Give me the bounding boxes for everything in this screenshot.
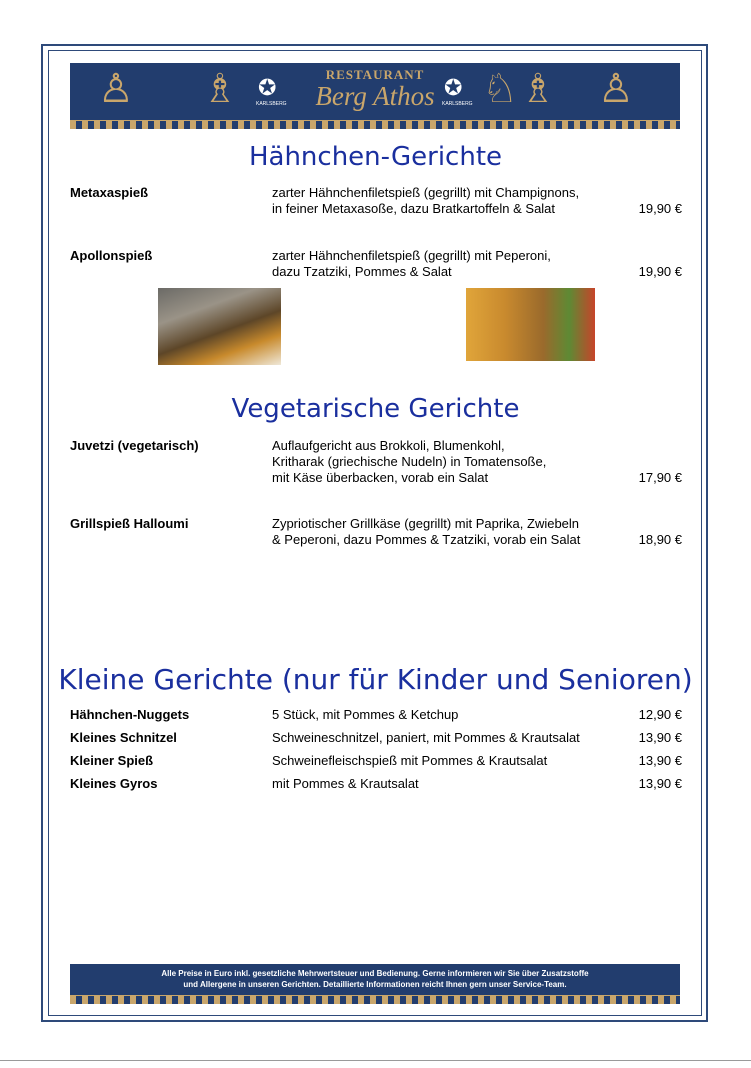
seated-figure-icon: ♙: [98, 67, 134, 111]
item-price: 17,90 €: [638, 470, 682, 485]
star-logo-icon: ✪: [444, 75, 463, 100]
menu-item: [70, 730, 682, 748]
footer-line-2: und Allergene in unseren Gerichten. Detaillierte Informationen reicht Ihnen gern unser Service-Team.: [183, 980, 567, 989]
item-name: Grillspieß Halloumi: [70, 516, 189, 531]
figure-icon: ♘: [482, 67, 518, 111]
item-description: zarter Hähnchenfiletspieß (gegrillt) mit Champignons, in feiner Metaxasoße, dazu Bratkartoffeln & Salat: [272, 185, 580, 216]
section-title-chicken: Hähnchen-Gerichte: [248, 142, 503, 172]
logo-text-right: KARLSBERG: [442, 101, 473, 107]
logo-text-left: KARLSBERG: [256, 101, 287, 107]
page-divider: [0, 1060, 751, 1061]
menu-item: [70, 707, 682, 725]
figure-icon: ♗: [520, 67, 556, 111]
section-title-small-dishes: Kleine Gerichte (nur für Kinder und Senioren): [58, 663, 693, 696]
item-name: Apollonspieß: [70, 248, 153, 263]
footer-note: [70, 968, 680, 990]
menu-item: [70, 516, 682, 550]
food-photo-fries: [466, 288, 595, 361]
item-description: Schweinefleischspieß mit Pommes & Krautsalat: [272, 753, 548, 768]
item-description: Zypriotischer Grillkäse (gegrillt) mit Paprika, Zwiebeln & Peperoni, dazu Pommes & Tzatziki, vorab ein Salat: [272, 516, 581, 547]
item-price: 19,90 €: [638, 264, 682, 279]
item-price: 13,90 €: [638, 776, 682, 791]
meander-border: [70, 995, 680, 1004]
item-description: mit Pommes & Krautsalat: [272, 776, 419, 791]
item-description: Schweineschnitzel, paniert, mit Pommes & Krautsalat: [272, 730, 580, 745]
footer-banner: [70, 964, 680, 1004]
lyre-figure-icon: ♙: [598, 67, 634, 111]
item-price: 13,90 €: [638, 730, 682, 745]
menu-item: [70, 776, 682, 794]
item-name: Kleiner Spieß: [70, 753, 154, 768]
item-price: 19,90 €: [638, 201, 682, 216]
restaurant-label: RESTAURANT: [325, 67, 425, 82]
menu-item: [70, 753, 682, 771]
item-description: zarter Hähnchenfiletspieß (gegrillt) mit Peperoni, dazu Tzatziki, Pommes & Salat: [272, 248, 551, 279]
section-title-vegetarian: Vegetarische Gerichte: [231, 394, 520, 424]
item-description: Auflaufgericht aus Brokkoli, Blumenkohl, Kritharak (griechische Nudeln) in Tomatensoße, mit Käse überbacken, vorab ein Salat: [272, 438, 547, 485]
item-name: Juvetzi (vegetarisch): [70, 438, 199, 453]
footer-line-1: Alle Preise in Euro inkl. gesetzliche Mehrwertsteuer und Bedienung. Gerne informieren wir Sie über Zusatzstoffe: [161, 969, 589, 978]
item-price: 12,90 €: [638, 707, 682, 722]
dancer-figure-icon: ♗: [202, 67, 238, 111]
menu-item: [70, 248, 682, 282]
restaurant-name: Berg Athos: [315, 81, 435, 111]
menu-item: [70, 438, 682, 488]
meander-border: [70, 120, 680, 129]
menu-item: [70, 185, 682, 219]
item-price: 13,90 €: [638, 753, 682, 768]
item-price: 18,90 €: [638, 532, 682, 547]
item-name: Hähnchen-Nuggets: [70, 707, 190, 722]
header-banner: [70, 63, 680, 129]
item-description: 5 Stück, mit Pommes & Ketchup: [272, 707, 459, 722]
item-name: Kleines Gyros: [70, 776, 158, 791]
item-name: Metaxaspieß: [70, 185, 149, 200]
item-name: Kleines Schnitzel: [70, 730, 177, 745]
food-photo-skewer: [158, 288, 281, 365]
star-logo-icon: ✪: [258, 75, 277, 100]
